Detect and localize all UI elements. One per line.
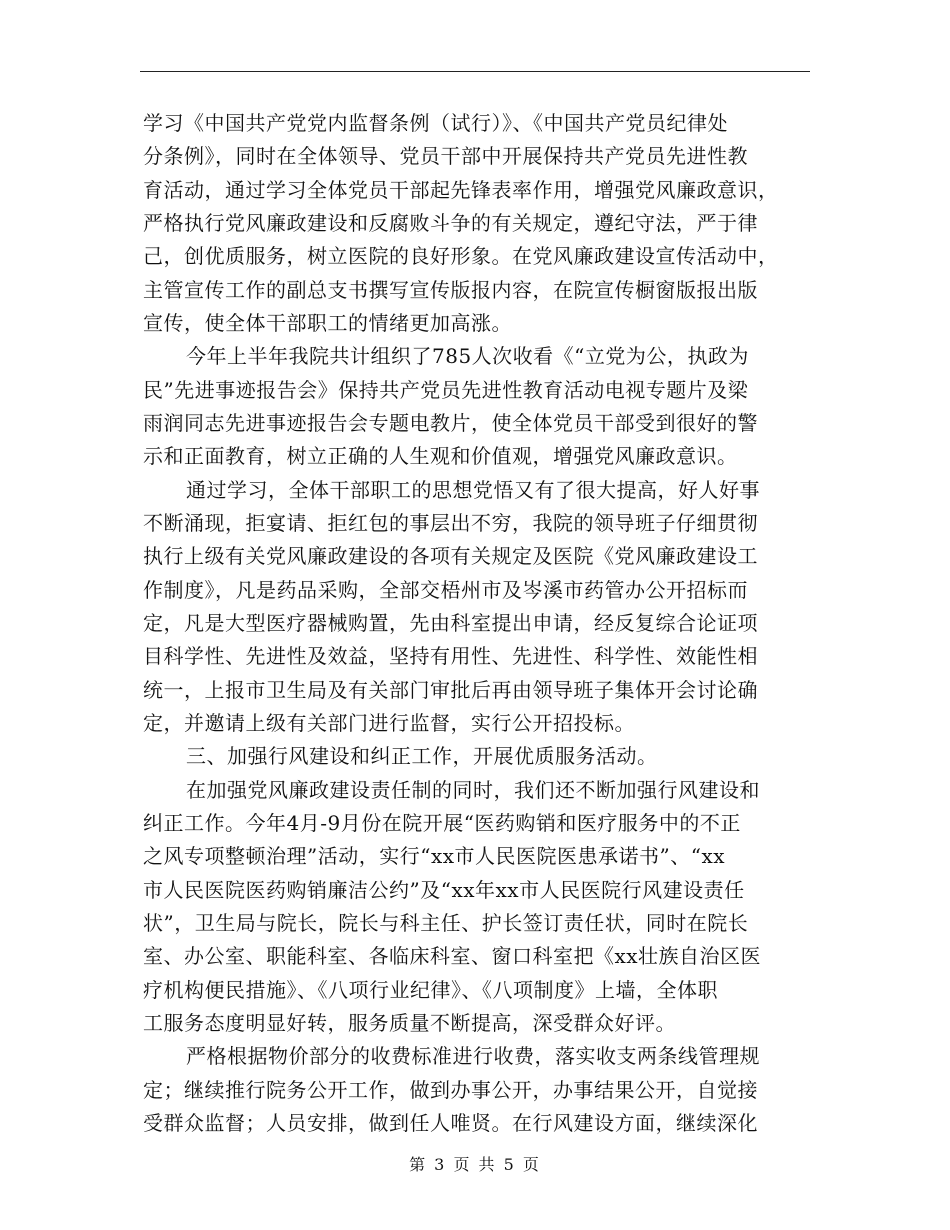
text-line: 示和正面教育，树立正确的人生观和价值观，增强党风廉政意识。 xyxy=(143,444,738,468)
text-line: 之风专项整顿治理”活动，实行“xx市人民医院医患承诺书”、“xx xyxy=(143,844,726,868)
text-line: 执行上级有关党风廉政建设的各项有关规定及医院《党风廉政建设工 xyxy=(143,544,758,568)
text-line: 统一，上报市卫生局及有关部门审批后再由领导班子集体开会讨论确 xyxy=(143,678,758,702)
text-line: 室、办公室、职能科室、各临床科室、窗口科室把《xx壮族自治区医 xyxy=(143,944,762,968)
text-line: 主管宣传工作的副总支书撰写宣传版报内容，在院宣传橱窗版报出版 xyxy=(143,278,758,302)
text-line: 作制度》，凡是药品采购，全部交梧州市及岑溪市药管办公开招标而 xyxy=(143,578,748,602)
text-line: 己，创优质服务，树立医院的良好形象。在党风廉政建设宣传活动中， xyxy=(143,244,779,268)
text-line: 纠正工作。今年4月-9月份在院开展“医药购销和医疗服务中的不正 xyxy=(143,811,741,835)
text-line: 定，凡是大型医疗器械购置，先由科室提出申请，经反复综合论证项 xyxy=(143,611,758,635)
text-line: 宣传，使全体干部职工的情绪更加高涨。 xyxy=(143,311,512,335)
header-rule xyxy=(140,71,810,72)
text-line: 疗机构便民措施》、《八项行业纪律》、《八项制度》上墙，全体职 xyxy=(143,978,718,1002)
text-line: 在加强党风廉政建设责任制的同时，我们还不断加强行风建设和 xyxy=(186,778,760,802)
text-line: 民”先进事迹报告会》保持共产党员先进性教育活动电视专题片及梁 xyxy=(143,378,749,402)
text-line: 学习《中国共产党党内监督条例（试行）》、《中国共产党员纪律处 xyxy=(143,111,728,135)
text-line: 严格根据物价部分的收费标准进行收费，落实收支两条线管理规 xyxy=(186,1044,760,1068)
text-line: 定；继续推行院务公开工作，做到办事公开，办事结果公开，自觉接 xyxy=(143,1078,758,1102)
text-line: 通过学习，全体干部职工的思想党悟又有了很大提高，好人好事 xyxy=(186,478,760,502)
text-line: 今年上半年我院共计组织了785人次收看《“立党为公，执政为 xyxy=(186,344,749,368)
text-line: 工服务态度明显好转，服务质量不断提高，深受群众好评。 xyxy=(143,1011,676,1035)
text-line: 市人民医院医药购销廉洁公约”及“xx年xx市人民医院行风建设责任 xyxy=(143,878,745,902)
text-line: 目科学性、先进性及效益，坚持有用性、先进性、科学性、效能性相 xyxy=(143,644,758,668)
text-line: 定，并邀请上级有关部门进行监督，实行公开招投标。 xyxy=(143,711,635,735)
text-line: 育活动，通过学习全体党员干部起先锋表率作用，增强党风廉政意识， xyxy=(143,178,779,202)
text-line: 严格执行党风廉政建设和反腐败斗争的有关规定，遵纪守法，严于律 xyxy=(143,211,758,235)
text-line: 分条例》，同时在全体领导、党员干部中开展保持共产党员先进性教 xyxy=(143,144,748,168)
text-line: 状”，卫生局与院长，院长与科主任、护长签订责任状，同时在院长 xyxy=(143,911,749,935)
text-line: 雨润同志先进事迹报告会专题电教片，使全体党员干部受到很好的警 xyxy=(143,411,758,435)
text-line: 受群众监督；人员安排，做到任人唯贤。在行风建设方面，继续深化 xyxy=(143,1111,758,1135)
section-heading: 三、加强行风建设和纠正工作，开展优质服务活动。 xyxy=(186,744,658,768)
text-line: 不断涌现，拒宴请、拒红包的事层出不穷，我院的领导班子仔细贯彻 xyxy=(143,511,758,535)
page-number-footer: 第 3 页 共 5 页 xyxy=(409,1155,541,1174)
